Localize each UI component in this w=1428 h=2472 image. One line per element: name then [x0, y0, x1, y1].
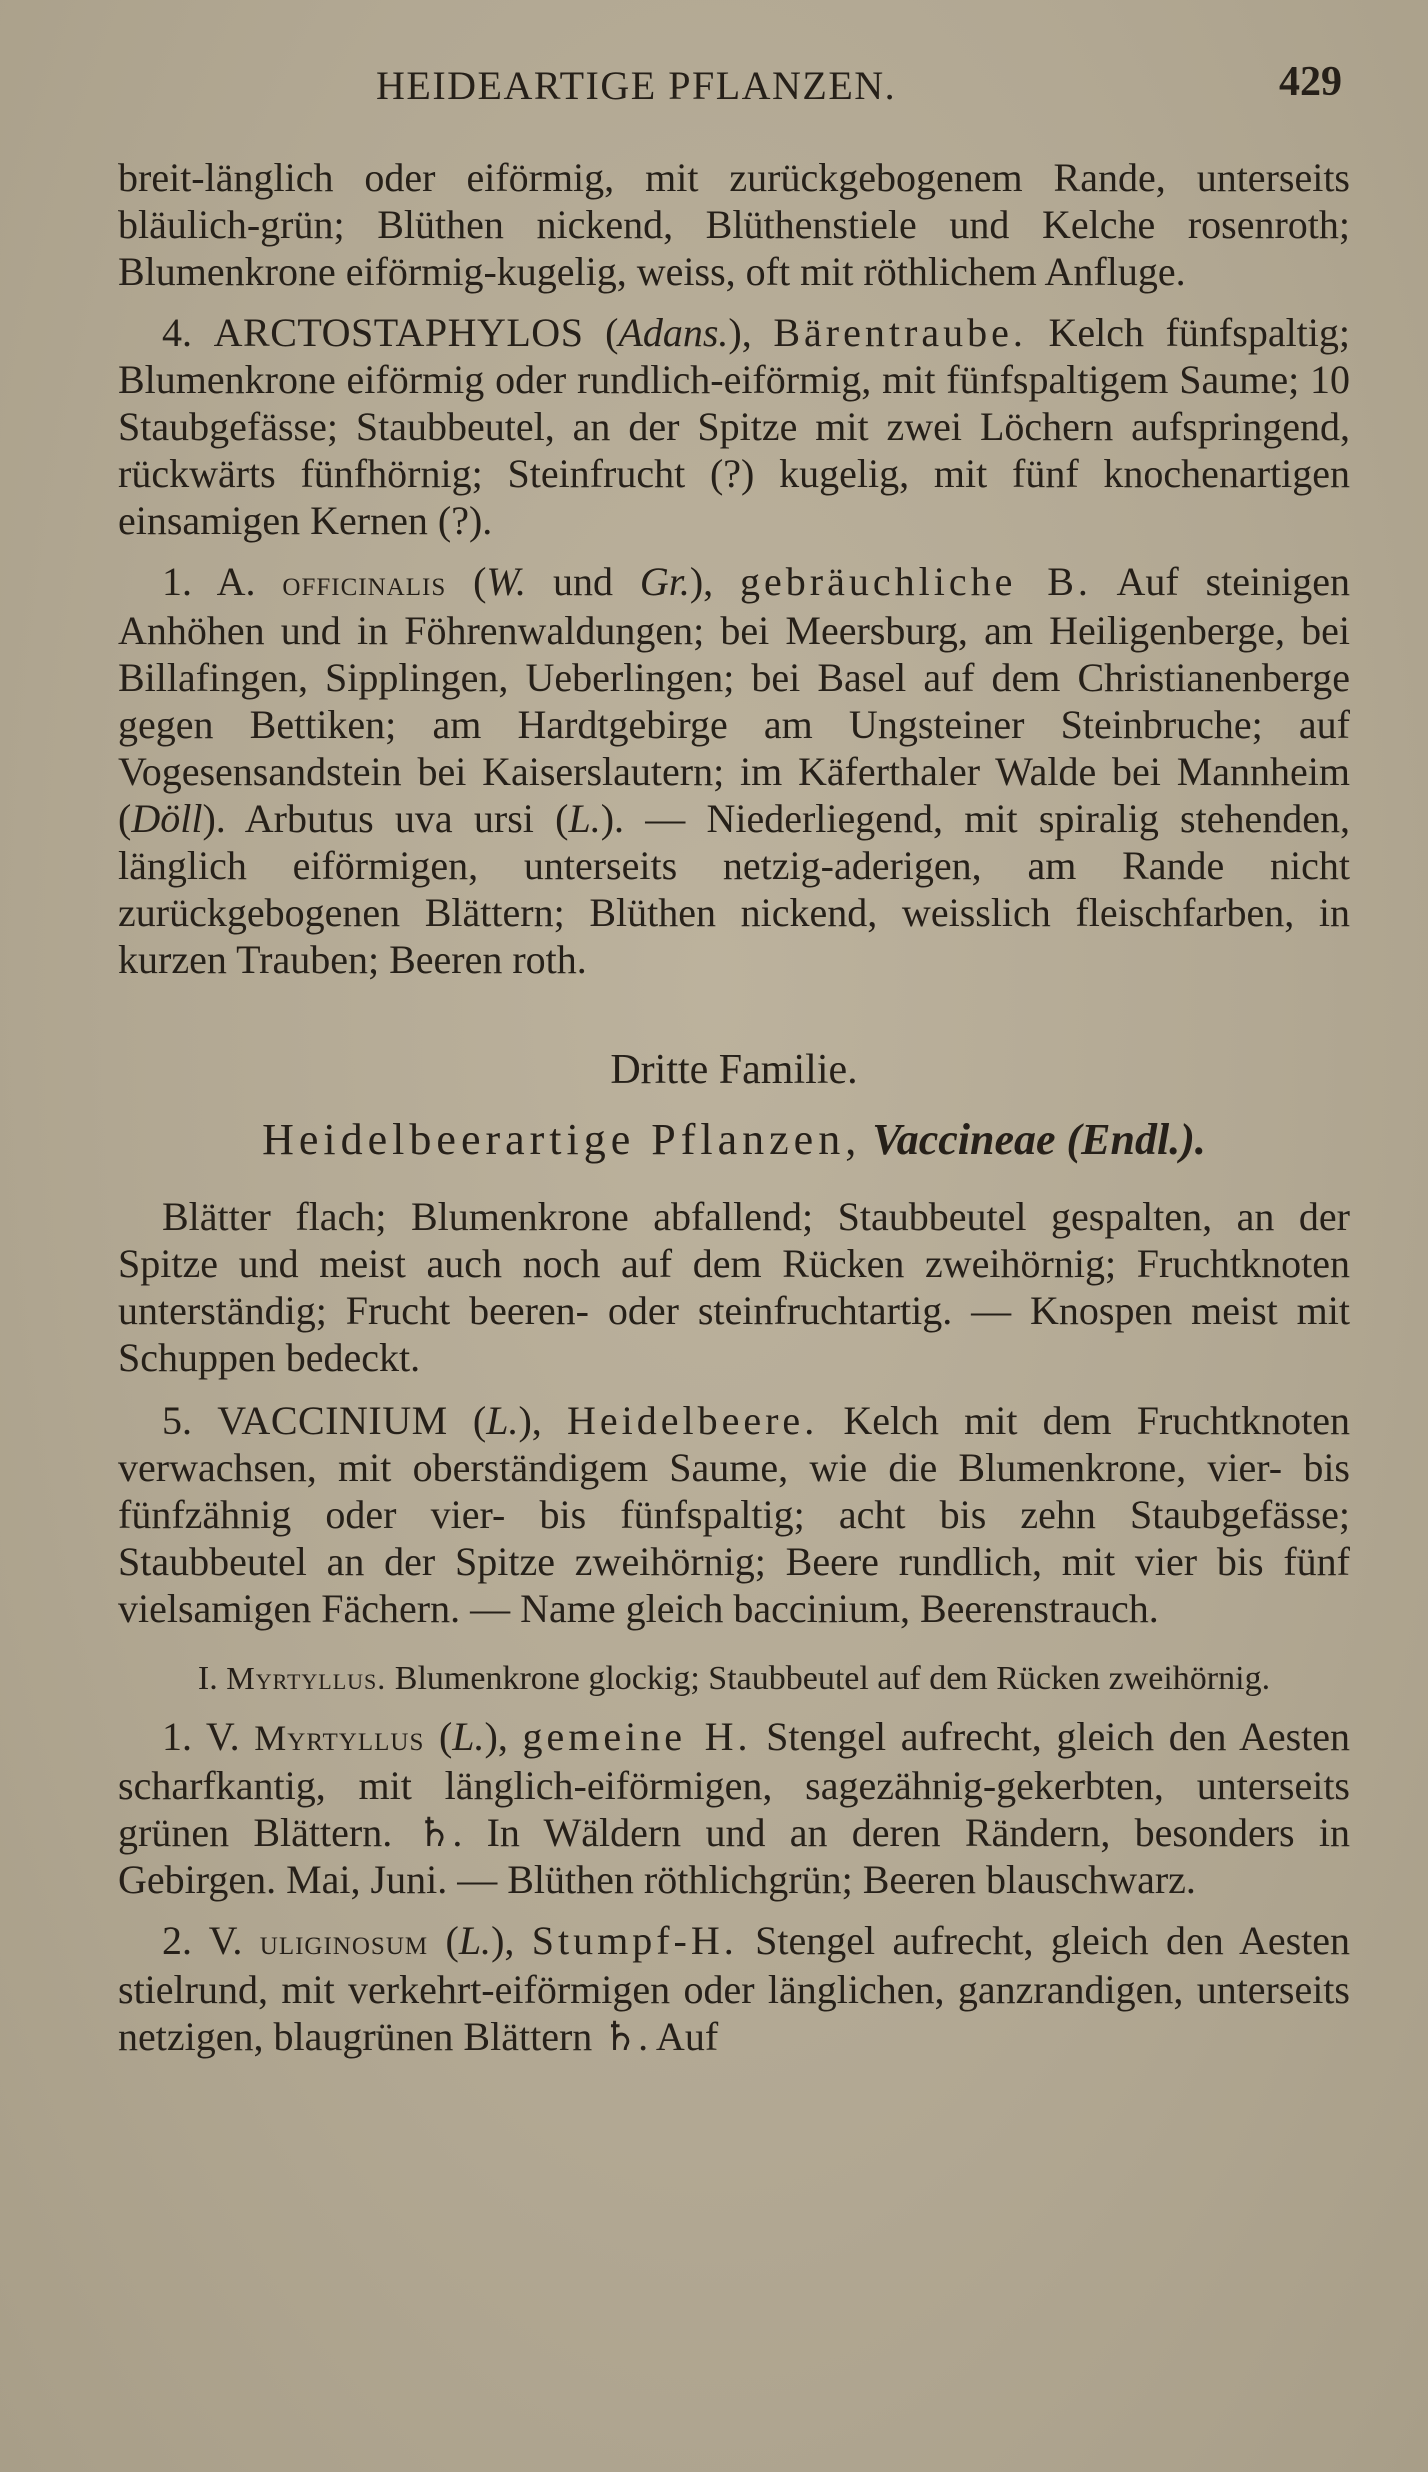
species-author: L.	[452, 1714, 485, 1759]
genus-author: Adans.	[618, 310, 729, 355]
species-reference: Döll	[131, 796, 203, 841]
species-text-c: ). — Niederliegend, mit spiralig stehenden, länglich eiförmigen, unterseits netzig-aderigen, am Rande nicht zurückgebogenen Blättern; Blüthen nickend, weisslich fleischfarben, in kurzen Trauben; Beeren roth.	[118, 796, 1350, 982]
paragraph-continuation: breit-länglich oder eiförmig, mit zurückgebogenem Rande, unterseits bläulich-grün; Blüthen nickend, Blüthenstiele und Kelche rosenroth; Blumenkrone eiförmig-kugelig, weiss, oft mit röthlichem Anfluge.	[118, 155, 1350, 294]
genus-description: Kelch mit dem Fruchtknoten verwachsen, mit oberständigem Saume, wie die Blumenkrone, vier- bis fünfzähnig oder vier- bis fünfspaltig; acht bis zehn Staubgefässe; Staubbeutel an der Spitze zweihörnig; Beere rundlich, mit vier bis fünf vielsamigen Fächern. — Name gleich baccinium, Beerenstrauch.	[118, 1398, 1351, 1631]
body-text	[118, 154, 1350, 2060]
genus-common-name: Bärentraube.	[773, 310, 1027, 355]
species-number: 1. V.	[162, 1714, 240, 1759]
species-name: uliginosum	[259, 1922, 429, 1962]
family-label: Dritte Familie.	[610, 1047, 858, 1093]
family-title	[118, 1113, 1350, 1167]
species-description: Stengel aufrecht, gleich den Aesten scharfkantig, mit länglich-eiförmigen, sagezähnig-gekerbten, unterseits grünen Blättern. ♄. In Wäldern und an deren Rändern, besonders in Gebirgen. Mai, Juni. — Blüthen röthlichgrün; Beeren blauschwarz.	[118, 1714, 1351, 1902]
genus-common-name: Heidelbeere.	[566, 1398, 819, 1443]
running-head: HEIDEARTIGE PFLANZEN.	[376, 63, 897, 108]
species-number: 2. V.	[162, 1918, 243, 1963]
paragraph-genus-arctostaphylos: 4. ARCTOSTAPHYLOS (Adans.), Bärentraube. Kelch fünfspaltig; Blumenkrone eiförmig oder rundlich-eiförmig, mit fünfspaltigem Saume; 10 Staubgefässe; Staubbeutel, an der Spitze mit zwei Löchern aufspringend, rückwärts fünfhörnig; Steinfrucht (?) kugelig, mit fünf knochenartigen einsamigen Kernen (?).	[118, 310, 1351, 543]
genus-name: VACCINIUM	[217, 1398, 448, 1443]
species-author-join: und	[552, 559, 613, 604]
genus-author: L.	[486, 1398, 519, 1443]
genus-description: Kelch fünfspaltig; Blumenkrone eiförmig oder rundlich-eiförmig, mit fünfspaltigem Saume; 10 Staubgefässe; Staubbeutel, an der Spitze mit zwei Löchern aufspringend, rückwärts fünfhörnig; Steinfrucht (?) kugelig, mit fünf knochenartigen einsamigen Kernen (?).	[118, 310, 1351, 543]
paragraph-genus-vaccinium: 5. VACCINIUM (L.), Heidelbeere. Kelch mit dem Fruchtknoten verwachsen, mit oberständigem Saume, wie die Blumenkrone, vier- bis fünfzähnig oder vier- bis fünfspaltig; acht bis zehn Staubgefässe; Staubbeutel an der Spitze zweihörnig; Beere rundlich, mit vier bis fünf vielsamigen Fächern. — Name gleich baccinium, Beerenstrauch.	[118, 1398, 1351, 1631]
species-author-a: W.	[486, 559, 527, 604]
paragraph-species-myrtyllus: 1. V. Myrtyllus (L.), gemeine H. Stengel aufrecht, gleich den Aesten scharfkantig, mit länglich-eiförmigen, sagezähnig-gekerbten, unterseits grünen Blättern. ♄. In Wäldern und an deren Rändern, besonders in Gebirgen. Mai, Juni. — Blüthen röthlichgrün; Beeren blauschwarz.	[118, 1714, 1351, 1902]
species-author-b: Gr.	[639, 559, 690, 604]
family-title-german: Heidelbeerartige Pflanzen,	[262, 1115, 862, 1164]
genus-number: 4.	[162, 310, 192, 355]
section-number: I.	[197, 1660, 218, 1697]
paragraph-species-officinalis: 1. A. officinalis (W. und Gr.), gebräuchliche B. Auf steinigen Anhöhen und in Föhrenwaldungen; bei Meersburg, am Heiligenberge, bei Billafingen, Sipplingen, Ueberlingen; bei Basel auf dem Christianenberge gegen Bettiken; am Hardtgebirge am Ungsteiner Steinbruche; auf Vogesensandstein bei Kaiserslautern; im Käferthaler Walde bei Mannheim (Döll). Arbutus uva ursi (L.). — Niederliegend, mit spiralig stehenden, länglich eiförmigen, unterseits netzig-aderigen, am Rande nicht zurückgebogenen Blättern; Blüthen nickend, weisslich fleischfarben, in kurzen Trauben; Beeren roth.	[118, 559, 1351, 982]
species-text-b: ). Arbutus uva ursi (	[202, 796, 569, 841]
section-heading	[118, 1658, 1350, 1699]
species-common-name: Stumpf-H.	[531, 1918, 738, 1963]
species-description: Stengel aufrecht, gleich den Aesten stielrund, mit verkehrt-eiförmigen oder länglichen, ganzrandigen, unterseits netzigen, blaugrünen Blättern ♄. Auf	[118, 1918, 1351, 2059]
book-page	[118, 50, 1350, 2430]
section-name: Myrtyllus.	[226, 1660, 387, 1696]
species-number: 1. A.	[162, 559, 256, 604]
species-common-name: gemeine H.	[522, 1714, 752, 1759]
species-reference-2: L.	[568, 796, 601, 841]
family-description: Blätter flach; Blumenkrone abfallend; Staubbeutel gespalten, an der Spitze und meist auch noch auf dem Rücken zweihörnig; Fruchtknoten unterständig; Frucht beeren- oder steinfruchtartig. — Knospen meist mit Schuppen bedeckt.	[118, 1194, 1350, 1380]
page-number: 429	[1279, 59, 1342, 105]
species-text-a: Auf steinigen Anhöhen und in Föhrenwaldungen; bei Meersburg, am Heiligenberge, bei Billafingen, Sipplingen, Ueberlingen; bei Basel auf dem Christianenberge gegen Bettiken; am Hardtgebirge am Ungsteiner Steinbruche; auf Vogesensandstein bei Kaiserslautern; im Käferthaler Walde bei Mannheim (	[118, 559, 1351, 841]
paragraph-species-uliginosum: 2. V. uliginosum (L.), Stumpf-H. Stengel aufrecht, gleich den Aesten stielrund, mit verkehrt-eiförmigen oder länglichen, ganzrandigen, unterseits netzigen, blaugrünen Blättern ♄. Auf	[118, 1918, 1351, 2059]
page-header	[118, 50, 1350, 122]
genus-name: ARCTOSTAPHYLOS	[213, 310, 584, 355]
species-name: Myrtyllus	[254, 1718, 425, 1758]
species-name: officinalis	[282, 563, 447, 603]
species-common-name: gebräuchliche B.	[740, 559, 1092, 604]
species-author: L.	[458, 1918, 492, 1963]
section-description: Blumenkrone glockig; Staubbeutel auf dem Rücken zweihörnig.	[394, 1660, 1271, 1697]
family-title-latin: Vaccineae (Endl.).	[872, 1115, 1206, 1164]
genus-number: 5.	[162, 1398, 192, 1443]
